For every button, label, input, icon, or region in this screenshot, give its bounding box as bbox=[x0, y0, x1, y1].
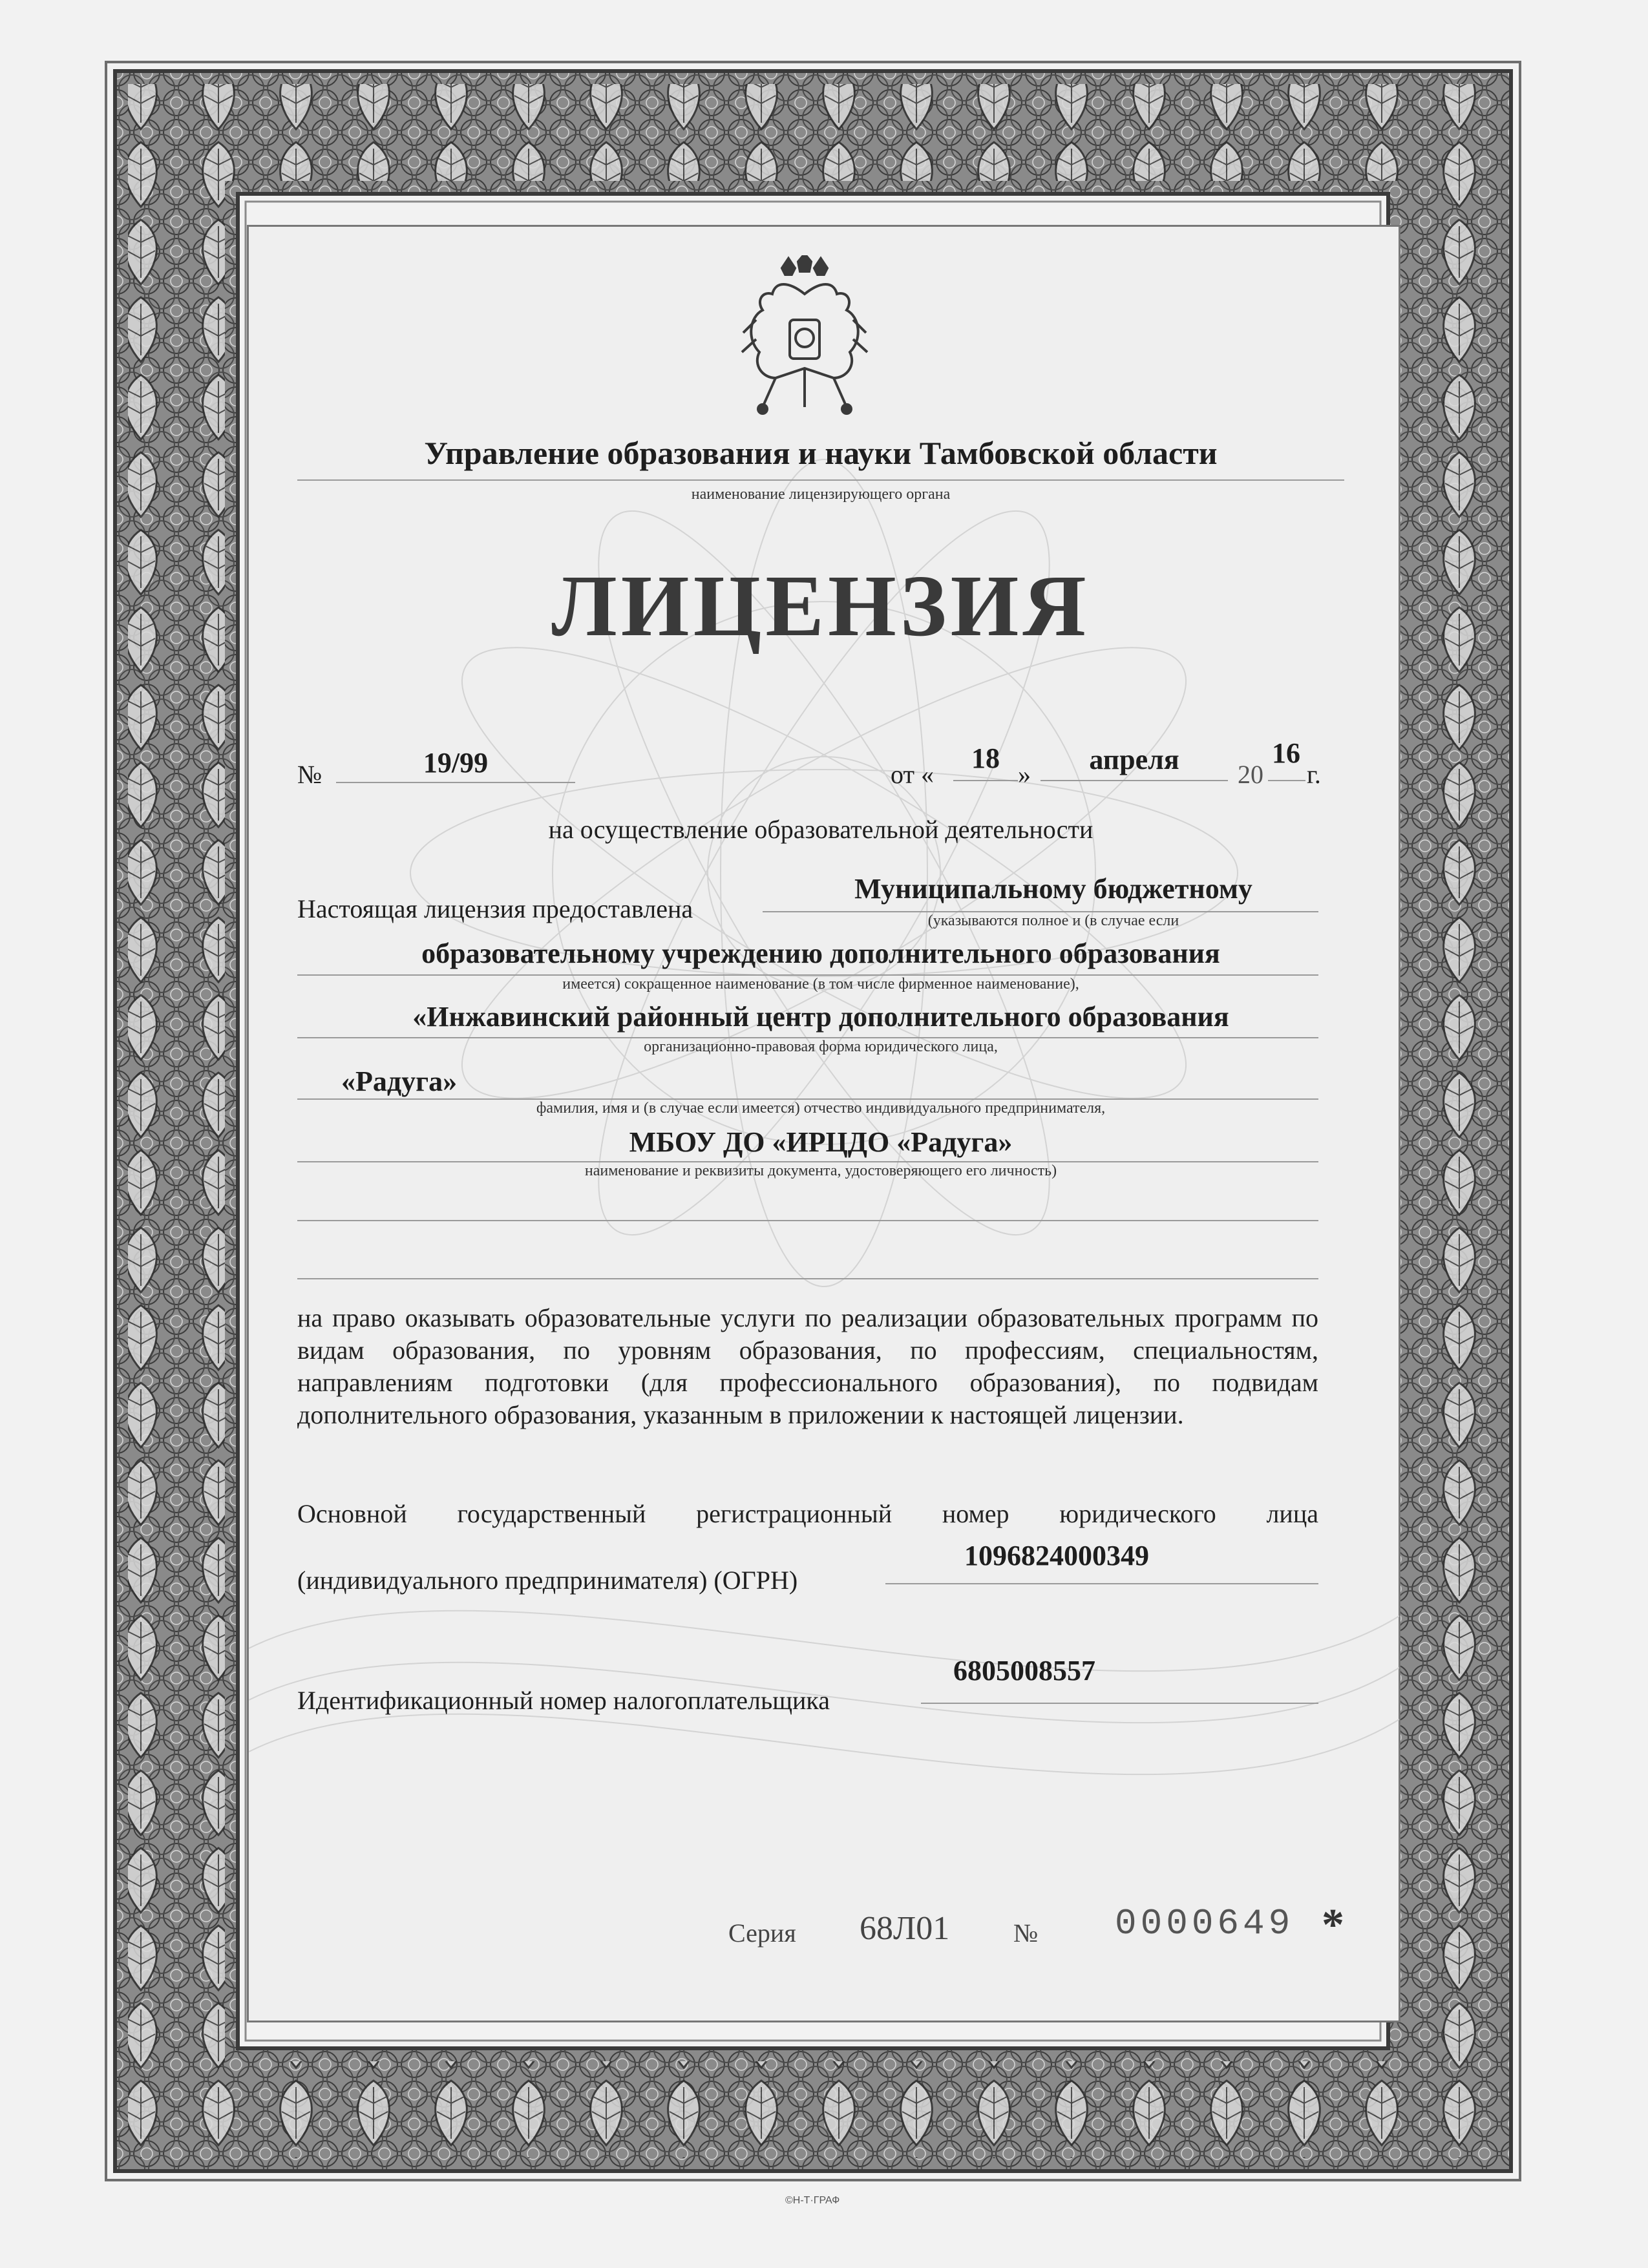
date-day-suffix: » bbox=[1018, 760, 1031, 789]
month-underline bbox=[1041, 780, 1228, 781]
coat-of-arms-icon bbox=[737, 255, 872, 417]
blank-line-1 bbox=[297, 1220, 1318, 1221]
activity-text: на осуществление образовательной деятельности bbox=[548, 815, 1093, 844]
inn-value: 6805008557 bbox=[953, 1655, 1095, 1686]
authority-caption: наименование лицензирующего органа bbox=[691, 486, 951, 503]
license-number: 19/99 bbox=[423, 747, 489, 779]
granted-caption-2: имеется) сокращенное наименование (в том числе фирменное наименование), bbox=[562, 976, 1079, 992]
granted-line-3: «Инжавинский районный центр дополнительного образования bbox=[412, 1001, 1229, 1033]
year-underline bbox=[1268, 780, 1305, 781]
ogrn-label-line-1: Основной государственный регистрационный номер юридического лица bbox=[297, 1499, 1318, 1528]
blank-line-2 bbox=[297, 1278, 1318, 1279]
authority-name: Управление образования и науки Тамбовской области bbox=[424, 435, 1218, 471]
printer-mark: ©Н-Т·ГРАФ bbox=[785, 2195, 840, 2206]
ogrn-value: 1096824000349 bbox=[964, 1540, 1149, 1571]
day-underline bbox=[953, 780, 1018, 781]
granted-label: Настоящая лицензия предоставлена bbox=[297, 894, 693, 923]
ogrn-underline bbox=[885, 1583, 1318, 1584]
series-label: Серия bbox=[728, 1918, 796, 1948]
year-prefix: 20 bbox=[1238, 760, 1263, 789]
granted-line-4: «Радуга» bbox=[341, 1066, 458, 1097]
granted-caption-4: фамилия, имя и (в случае если имеется) отчество индивидуального предпринимателя, bbox=[536, 1100, 1106, 1117]
series-number: 0000649 bbox=[1115, 1903, 1294, 1944]
year-end: г. bbox=[1307, 760, 1321, 789]
series-number-label: № bbox=[1013, 1918, 1039, 1948]
granted-line-2: образовательному учреждению дополнительного образования bbox=[421, 938, 1220, 969]
date-day: 18 bbox=[971, 742, 1000, 774]
authority-underline bbox=[297, 479, 1344, 481]
date-month: апреля bbox=[1089, 744, 1179, 775]
granted-line-5: МБОУ ДО «ИРЦДО «Радуга» bbox=[629, 1126, 1013, 1158]
granted-caption-1: (указываются полное и (в случае если bbox=[927, 912, 1179, 929]
inn-label: Идентификационный номер налогоплательщика bbox=[297, 1686, 830, 1715]
granted-caption-3: организационно-правовая форма юридического лица, bbox=[644, 1038, 998, 1055]
ogrn-label-line-2: (индивидуального предпринимателя) (ОГРН) bbox=[297, 1566, 798, 1595]
rights-text: на право оказывать образовательные услуги по реализации образовательных программ по видам образования, по уровням образования, по профессиям, специальностям, направлениям подготовки (для профессионального образования), по подвидам дополнительного образования, указанным в приложении к настоящей лицензии. bbox=[297, 1303, 1318, 1429]
granted-line-1: Муниципальному бюджетному bbox=[854, 873, 1252, 905]
number-underline bbox=[336, 782, 575, 783]
granted-caption-5: наименование и реквизиты документа, удостоверяющего его личность) bbox=[584, 1162, 1057, 1179]
series-star: * bbox=[1322, 1900, 1344, 1950]
series-value: 68Л01 bbox=[860, 1910, 950, 1947]
date-prefix: от « bbox=[891, 760, 934, 789]
year-suffix: 16 bbox=[1272, 737, 1300, 769]
inn-underline bbox=[921, 1703, 1318, 1704]
document-title: ЛИЦЕНЗИЯ bbox=[551, 558, 1090, 655]
number-label: № bbox=[297, 760, 322, 789]
